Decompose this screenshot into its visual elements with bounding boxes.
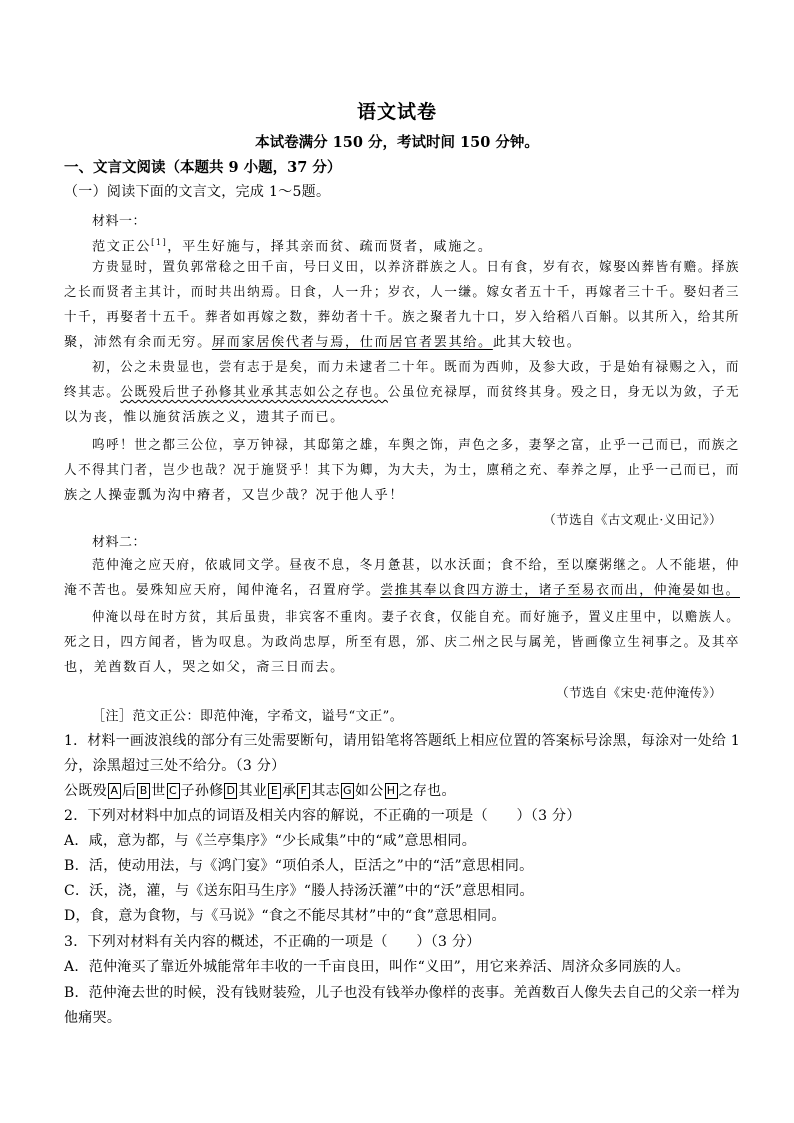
text-run: 聚，沛然有余而无穷。 [64,335,212,350]
exam-instructions: 本试卷满分 150 分，考试时间 150 分钟。 [255,134,539,151]
question3-option-b-line1: B．范仲淹去世的时候，没有钱财装殓，儿子也没有钱举办像样的丧事。羌酋数百人像失去自己的父亲一样为 [64,985,740,1001]
question3-option-a: A．范仲淹买了靠近外城能常年丰收的一千亩良田，叫作“义田”，用它来养活、周济众多同族的人。 [64,959,690,975]
material1-p3-line3: 以为丧，惟以施贫活族之义，遗其子而已。 [64,410,345,425]
underlined-sentence: 屏而家居俟代者与焉，仕而居官者罢其给。 [211,335,493,350]
section-heading: 一、文言文阅读（本题共 9 小题，37 分） [64,159,342,176]
material1-p4-line1: 呜呼！世之都三公位，享万钟禄，其邸第之雄，车舆之饰，声色之多，妻孥之富，止乎一己而已，而族之 [92,438,740,453]
question1-line2: 分，涂黑超过三处不给分。（3 分） [64,758,286,774]
text-run: 其志 [311,783,340,799]
text-run: 承 [282,783,297,799]
answer-mark-c[interactable]: C [167,783,180,799]
material2-p2-line1: 仲淹以母在时方贫，其后虽贵，非宾客不重肉。妻子衣食，仅能自充。而好施予，置义庄里中，以赡族人。 [92,610,741,625]
material1-p2-line3: 十千，再娶者十五千。葬者如再嫁之数，葬幼者十千。族之聚者九十口，岁入给稻八百斛。以其所入，给其所 [64,310,741,325]
material1-p2-line4 [64,333,582,353]
text-run: 终其志。 [64,385,121,400]
text-run: 淹不苦也。晏殊知应天府，闻仲淹名，召置府学。 [64,583,381,598]
material2-p1-line2 [64,581,740,601]
annotation-note: ［注］范文正公：即范仲淹，字希文，谥号“文正”。 [92,709,404,724]
text-run: 范文正公 [92,239,152,255]
material1-paragraph1 [92,233,493,257]
material2-label: 材料二： [92,535,147,550]
answer-mark-e[interactable]: E [268,783,281,799]
text-run: 公虽位充禄厚，而贫终其身。殁之日，身无以为敛，子无 [387,385,741,400]
part-heading: （一）阅读下面的文言文，完成 1～5题。 [64,184,331,200]
material2-p2-line3: 也，羌酋数百人，哭之如父，斋三日而去。 [64,660,345,675]
material2-p2-line2: 死之日，四方闻者，皆为叹息。为政尚忠厚，所至有恩，邠、庆二州之民与属羌，皆画像立生祠事之。及其卒 [64,635,741,650]
question2-option-d: D，食，意为食物，与《马说》“食之不能尽其材”中的“食”意思相同。 [64,908,506,924]
material2-p1-line1: 范仲淹之应天府，依戚同文学。昼夜不息，冬月惫甚，以水沃面；食不给，至以糜粥继之。人不能堪，仲 [92,558,740,573]
text-run: 此其大较也。 [492,335,582,350]
question1-line1: 1．材料一画波浪线的部分有三处需要断句，请用铅笔将答题纸上相应位置的答案标号涂黑，每涂对一处给 1 [64,733,740,749]
answer-mark-b[interactable]: B [137,783,150,799]
footnote-ref: [1] [151,238,168,247]
question3-stem: 3．下列对材料有关内容的概述，不正确的一项是（ ）（3 分） [64,934,481,950]
text-run: 其业 [238,783,268,799]
answer-mark-h[interactable]: H [385,783,398,799]
underlined-sentence: 尝推其奉以食四方游士，诸子至易衣而出，仲淹晏如也。 [380,583,740,598]
text-run: 如公 [354,783,384,799]
material1-p3-line2 [64,383,740,403]
text-run: ，平生好施与，择其亲而贫、疏而贤者，咸施之。 [167,239,493,255]
text-run: 之存也。 [398,783,456,799]
wavy-underlined-sentence: 公既殁后世子孙修其业承其志如公之存也。 [120,385,388,400]
material1-label: 材料一： [92,214,147,229]
material1-source: （节选自《古文观止·义田记》） [543,512,722,527]
question2-option-b: B．活，使动用法，与《鸿门宴》“项伯杀人，臣活之”中的“活”意思相同。 [64,858,534,874]
answer-mark-f[interactable]: F [297,783,310,799]
question2-option-c: C．沃，浇，灌，与《送东阳马生序》“媵人持汤沃灌”中的“沃”意思相同。 [64,883,534,899]
material1-p2-line1: 方贵显时，置负郭常稔之田千亩，号曰义田，以养济群族之人。日有食，岁有衣，嫁娶凶葬皆有赡。择族 [92,260,740,275]
answer-mark-g[interactable]: G [341,783,354,799]
question3-option-b-line2: 他痛哭。 [64,1010,122,1026]
text-run: 世 [151,783,166,799]
material1-p2-line2: 之长而贤者主其计，而时共出纳焉。日食，人一升；岁衣，人一缣。嫁女者五十千，再嫁者三十千。娶妇者三 [64,285,741,300]
question2-option-a: A．咸，意为都，与《兰亭集序》“少长咸集”中的“咸”意思相同。 [64,833,477,849]
material1-p4-line2: 人不得其门者，岂少也哉？况于施贤乎！其下为卿，为大夫，为士，廪稍之充、奉养之厚，止乎一己而已，而 [64,463,741,478]
text-run: 子孙修 [180,783,224,799]
text-run: 公既殁 [64,783,107,799]
material1-p3-line1: 初，公之未贵显也，尝有志于是矣，而力未逮者二十年。既而为西帅，及参大政，于是始有禄赐之入，而 [92,360,740,375]
material2-source: （节选自《宋史·范仲淹传》） [556,685,722,700]
question2-stem: 2．下列对材料中加点的词语及相关内容的解说，不正确的一项是（ ）（3 分） [64,808,581,824]
answer-mark-a[interactable]: A [108,783,121,799]
answer-mark-d[interactable]: D [224,783,237,799]
text-run: 后 [121,783,137,799]
page-title: 语文试卷 [356,101,437,123]
material1-p4-line3: 族之人操壶瓢为沟中瘠者，又岂少哉？况于他人乎！ [64,488,405,503]
question1-sentence [64,781,456,801]
